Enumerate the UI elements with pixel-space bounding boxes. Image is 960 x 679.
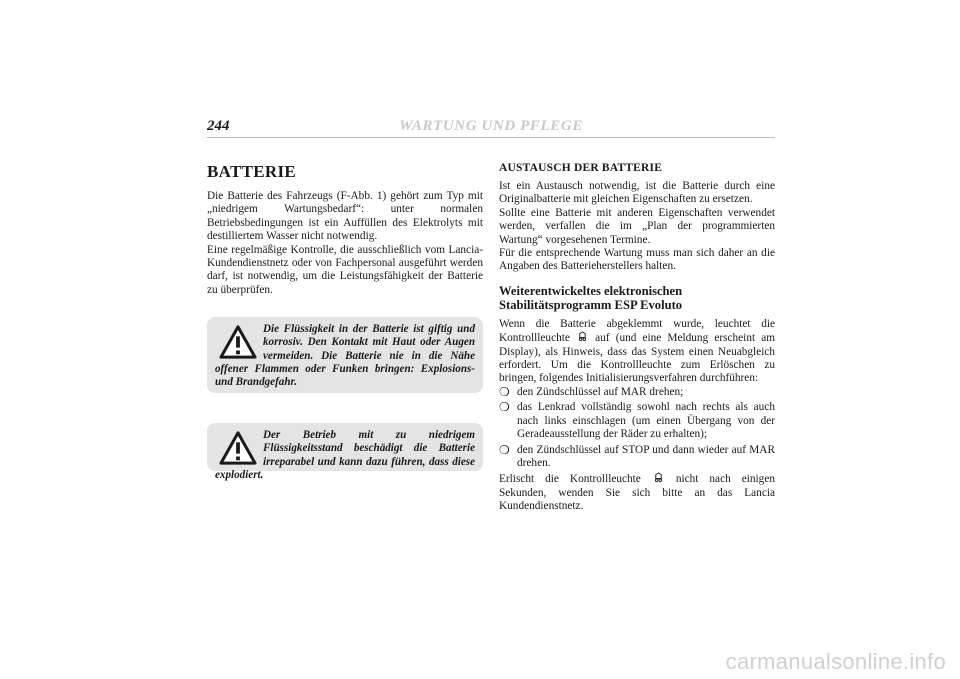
- intro-paragraph-2: Eine regelmäßige Kontrolle, die ausschließlich vom Lancia-Kundendienstnetz oder von Fachpersonal ausgeführt werden darf, ist notwendig, um die Leistungsfähigkeit der Batterie zu überprüfen.: [207, 243, 483, 296]
- list-item: ❍ den Zündschlüssel auf MAR drehen;: [499, 384, 684, 399]
- section-title: WARTUNG UND PFLEGE: [399, 118, 583, 134]
- intro-paragraph: Die Batterie des Fahrzeugs (F-Abb. 1) gehört zum Typ mit „niedrigem Wartungsbedarf“: unter normalen Betriebsbedingungen ist ein Auffüllen des Elektrolyts mit destilliertem Wasser nicht notwendig.: [207, 190, 483, 243]
- subsection-heading-austausch: AUSTAUSCH DER BATTERIE: [499, 162, 663, 174]
- left-column: [207, 158, 483, 481]
- watermark: carmanualsonline.info: [725, 649, 946, 674]
- warning-box-toxic: [207, 317, 483, 393]
- bullet-icon: ❍: [499, 384, 510, 399]
- esp-warning-light-icon: [577, 331, 588, 342]
- warning-text-toxic: Die Flüssigkeit in der Batterie ist giftig und korrosiv. Den Kontakt mit Haut oder Augen vermeiden. Die Batterie nie in die Nähe offener Flammen oder Funken bringen: Explosions- und Brandgefahr.: [215, 323, 475, 389]
- warning-text-level: Der Betrieb mit zu niedrigem Flüssigkeitsstand beschädigt die Batterie irreparabel und kann dazu führen, dass diese explodiert.: [215, 429, 475, 481]
- replace-paragraph-3: Für die entsprechende Wartung muss man sich daher an die Angaben des Batterieherstellers halten.: [499, 247, 775, 273]
- initialization-steps: [499, 386, 775, 470]
- page-number: 244: [207, 118, 230, 134]
- right-column: [499, 158, 775, 514]
- list-item: ❍ das Lenkrad vollständig sowohl nach rechts als auch nach links einschlagen (um einen Übergang von der Geradeausstellung der Räder zu erhalten);: [499, 400, 775, 441]
- esp-text-before: Wenn die Batterie abgeklemmt wurde, leuchtet die Kontrollleuchte: [499, 317, 775, 345]
- subsection-heading-esp: Weiterentwickeltes elektronischen Stabilitätsprogramm ESP Evoluto: [499, 283, 683, 312]
- list-item: ❍ den Zündschlüssel auf STOP und dann wieder auf MAR drehen.: [499, 442, 775, 469]
- esp-paragraph: [499, 318, 775, 386]
- bullet-icon: ❍: [499, 442, 510, 457]
- warning-triangle-icon: [219, 431, 257, 465]
- header-rule: [207, 137, 775, 138]
- warning-triangle-icon: [219, 325, 257, 359]
- warning-box-level: [207, 423, 483, 481]
- replace-paragraph-1: Ist ein Austausch notwendig, ist die Batterie durch eine Originalbatterie mit gleichen Eigenschaften zu ersetzen.: [499, 180, 775, 206]
- final-paragraph: [499, 472, 775, 513]
- final-text-before: Erlischt die Kontrollleuchte: [499, 473, 641, 486]
- replace-paragraph-2: Sollte eine Batterie mit anderen Eigenschaften verwendet werden, verfallen die im „Plan der programmierten Wartung“ vorgesehenen Termine.: [499, 206, 775, 246]
- page-header: [207, 116, 775, 138]
- esp-warning-light-icon: [653, 472, 664, 483]
- bullet-icon: ❍: [499, 400, 510, 415]
- section-heading-batterie: BATTERIE: [207, 162, 297, 181]
- final-text-after: nicht nach einigen Sekunden, wenden Sie sich bitte an das Lancia Kundendienstnetz.: [499, 473, 775, 513]
- esp-text-after: auf (und eine Meldung erscheint am Display), als Hinweis, dass das System einen Neuabgleich erfordert. Um die Kontrollleuchte zum Erlöschen zu bringen, folgendes Initialisierungsverfahren durchführen:: [499, 332, 776, 385]
